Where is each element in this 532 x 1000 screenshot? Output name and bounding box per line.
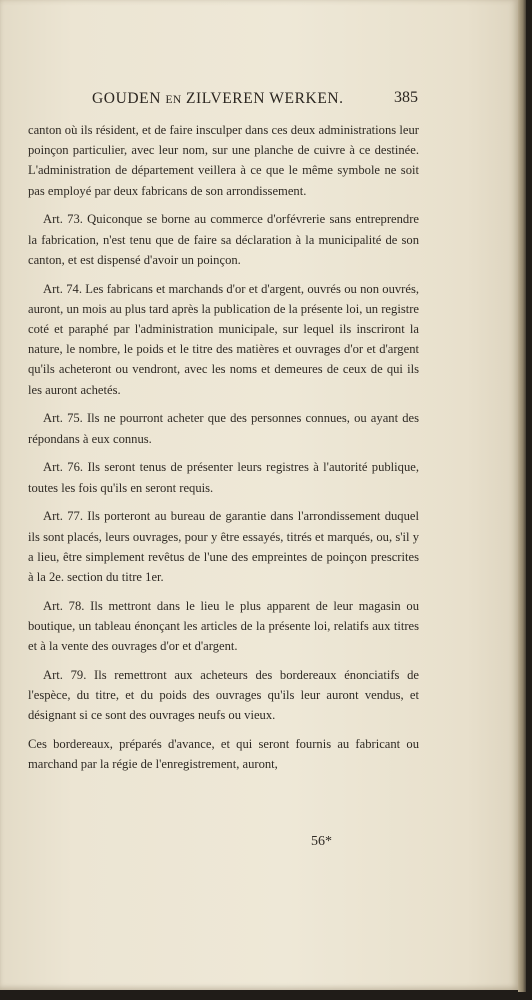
article-text: Les fabricans et marchands d'or et d'argent, ouvrés ou non ouvrés, auront, un mois au plus tard après la publication de la présente loi, un registre coté et paraphé par l'administration municipale, sur lequel ils inscriront la nature, le nombre, le poids et le titre des matières et ouvrages d'or et d'argent qu'ils acheteront ou vendront, avec les noms et demeures de ceux de qui ils les auront achetés. bbox=[28, 281, 419, 397]
article-label: Art. 75. bbox=[43, 411, 83, 426]
article-label: Art. 73. bbox=[43, 212, 83, 227]
article-label: Art. 74. bbox=[43, 281, 82, 296]
article-text: Ils ne pourront acheter que des personnes connues, ou ayant des répondans à eux connus. bbox=[28, 411, 420, 446]
article-text: Ils porteront au bureau de garantie dans l'arrondissement duquel ils sont placés, leurs ouvrages, pour y être essayés, titrés et marqués, ou, s'il y a lieu, être simplement revêtus de l'une des empreintes de poinçon prescrites à la 2e. section du titre 1er. bbox=[28, 509, 419, 585]
header-connector: EN bbox=[165, 94, 182, 106]
page-edge bbox=[518, 0, 526, 992]
header-word-2: ZILVEREN WERKEN. bbox=[185, 90, 344, 107]
signature-mark: 56* bbox=[311, 834, 332, 849]
article-79 bbox=[28, 665, 419, 726]
article-78 bbox=[28, 596, 419, 657]
paragraph-bordereaux bbox=[28, 734, 419, 774]
article-74 bbox=[28, 279, 419, 400]
article-73 bbox=[28, 209, 419, 270]
page-number: 385 bbox=[394, 89, 418, 106]
article-text: Quiconque se borne au commerce d'orfévrerie sans entreprendre la fabrication, n'est tenu que de faire sa déclaration à la municipalité de son canton, et est dispensé d'avoir un poinçon. bbox=[28, 212, 419, 267]
paragraph-text: canton où ils résident, et de faire insculper dans ces deux administrations leur poinçon particulier, avec leur nom, sur une planche de cuivre à ce destinée. L'administration de département veillera à ce que le même symbole ne soit pas employé par deux fabricans de son arrondissement. bbox=[28, 123, 419, 198]
header-word-1: GOUDEN bbox=[92, 90, 162, 107]
article-text: Ils remettront aux acheteurs des bordereaux énonciatifs de l'espèce, du titre, et du poids des ouvrages qu'ils leur auront vendus, et désignant si ce sont des ouvrages neufs ou vieux. bbox=[28, 668, 419, 723]
paragraph-continuation bbox=[28, 120, 419, 201]
paragraph-text: Ces bordereaux, préparés d'avance, et qui seront fournis au fabricant ou marchand par la régie de l'enregistrement, auront, bbox=[28, 737, 419, 772]
article-label: Art. 77. bbox=[43, 509, 83, 524]
body-text bbox=[28, 120, 419, 775]
article-text: Ils mettront dans le lieu le plus apparent de leur magasin ou boutique, un tableau énonçant les articles de la présente loi, relatifs aux titres et à la vente des ouvrages d'or et d'argent. bbox=[28, 598, 419, 654]
article-label: Art. 79. bbox=[43, 668, 87, 683]
running-header bbox=[92, 90, 422, 108]
article-77 bbox=[28, 506, 419, 587]
article-76 bbox=[28, 457, 419, 497]
article-label: Art. 78. bbox=[43, 598, 85, 613]
article-75 bbox=[28, 408, 419, 448]
article-text: Ils seront tenus de présenter leurs registres à l'autorité publique, toutes les fois qu'ils en seront requis. bbox=[28, 460, 420, 495]
article-label: Art. 76. bbox=[43, 460, 84, 475]
